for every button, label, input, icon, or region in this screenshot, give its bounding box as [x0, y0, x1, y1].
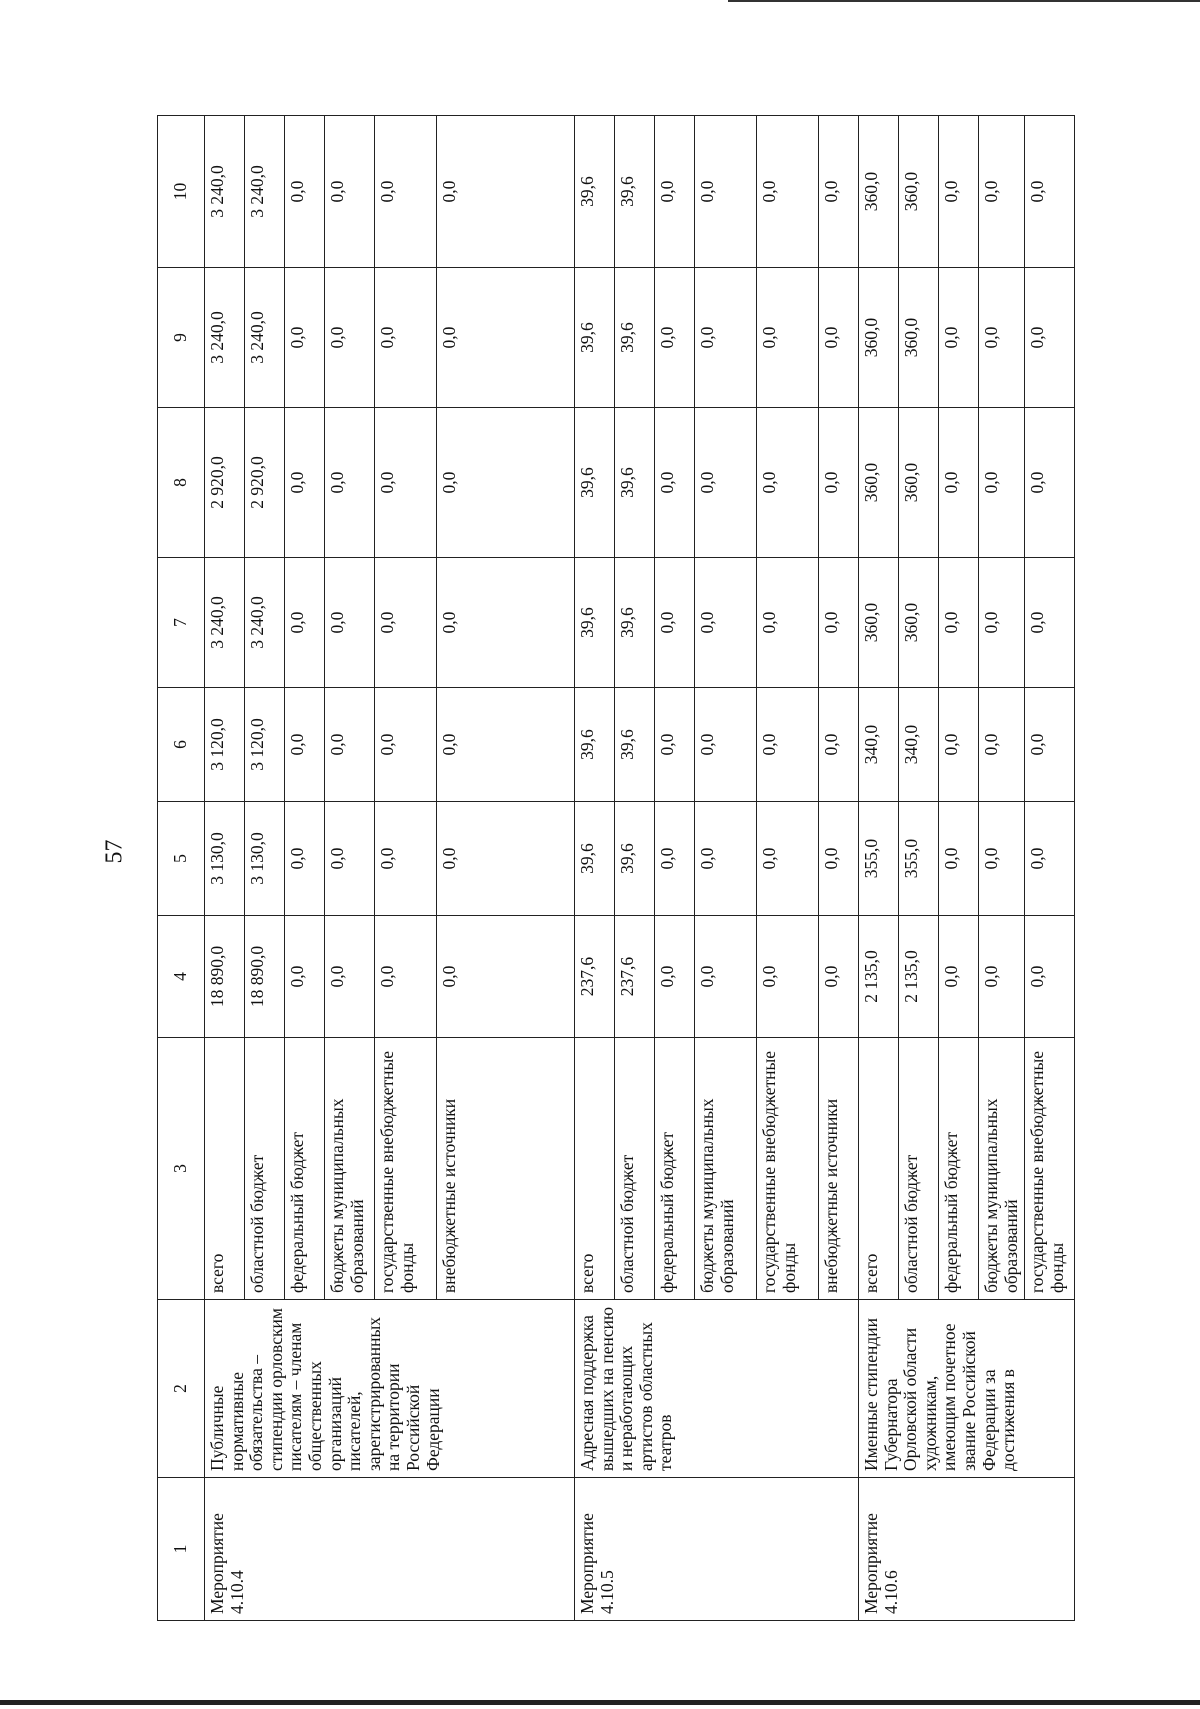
amount-cell: 3 240,0 [245, 116, 285, 268]
amount-cell: 360,0 [859, 116, 899, 268]
amount-cell: 0,0 [819, 268, 859, 408]
amount-cell: 340,0 [859, 688, 899, 802]
amount-cell: 0,0 [939, 408, 979, 558]
amount-cell: 0,0 [655, 408, 695, 558]
amount-cell: 2 135,0 [859, 916, 899, 1038]
amount-cell: 0,0 [325, 268, 375, 408]
amount-cell: 0,0 [939, 558, 979, 688]
measure-description: Публичные нормативные обязательства – стипендии орловским писателям – членам общественных организаций писателей, зарегистрированных на территории Российской Федерации [205, 1300, 575, 1478]
amount-cell: 0,0 [757, 688, 819, 802]
amount-cell: 0,0 [695, 688, 757, 802]
amount-cell: 0,0 [757, 802, 819, 916]
funding-source: государственные внебюджетные фонды [757, 1038, 819, 1300]
funding-source: федеральный бюджет [939, 1038, 979, 1300]
amount-cell: 0,0 [437, 558, 575, 688]
amount-cell: 0,0 [979, 802, 1025, 916]
amount-cell: 0,0 [695, 916, 757, 1038]
amount-cell: 0,0 [375, 558, 437, 688]
col-header: 4 [158, 916, 205, 1038]
amount-cell: 0,0 [695, 802, 757, 916]
amount-cell: 0,0 [285, 558, 325, 688]
amount-cell: 0,0 [285, 116, 325, 268]
amount-cell: 18 890,0 [205, 916, 245, 1038]
amount-cell: 237,6 [575, 916, 615, 1038]
amount-cell: 0,0 [979, 688, 1025, 802]
amount-cell: 18 890,0 [245, 916, 285, 1038]
col-header: 1 [158, 1478, 205, 1621]
amount-cell: 0,0 [1025, 916, 1075, 1038]
amount-cell: 0,0 [757, 916, 819, 1038]
amount-cell: 0,0 [757, 116, 819, 268]
funding-source: областной бюджет [615, 1038, 655, 1300]
col-header: 7 [158, 558, 205, 688]
amount-cell: 0,0 [939, 268, 979, 408]
amount-cell: 0,0 [757, 268, 819, 408]
table-row [575, 116, 615, 1621]
amount-cell: 3 130,0 [205, 802, 245, 916]
amount-cell: 0,0 [1025, 802, 1075, 916]
amount-cell: 360,0 [899, 408, 939, 558]
amount-cell: 0,0 [375, 116, 437, 268]
amount-cell: 340,0 [899, 688, 939, 802]
amount-cell: 0,0 [375, 802, 437, 916]
measure-description: Именные стипендии Губернатора Орловской области художникам, имеющим почетное звание Российской Федерации за достижения в [859, 1300, 1075, 1478]
amount-cell: 0,0 [1025, 116, 1075, 268]
amount-cell: 2 135,0 [899, 916, 939, 1038]
rotated-table-wrapper [157, 116, 1067, 1621]
amount-cell: 39,6 [575, 116, 615, 268]
amount-cell: 0,0 [325, 408, 375, 558]
amount-cell: 0,0 [655, 558, 695, 688]
amount-cell: 0,0 [375, 268, 437, 408]
amount-cell: 355,0 [859, 802, 899, 916]
amount-cell: 0,0 [979, 116, 1025, 268]
funding-source: бюджеты муниципальных образований [695, 1038, 757, 1300]
amount-cell: 39,6 [615, 408, 655, 558]
amount-cell: 0,0 [695, 268, 757, 408]
funding-source: государственные внебюджетные фонды [1025, 1038, 1075, 1300]
amount-cell: 360,0 [899, 268, 939, 408]
col-header: 6 [158, 688, 205, 802]
amount-cell: 0,0 [939, 116, 979, 268]
amount-cell: 39,6 [575, 688, 615, 802]
amount-cell: 0,0 [1025, 688, 1075, 802]
scan-edge-line-bottom [0, 1700, 1200, 1705]
amount-cell: 39,6 [615, 558, 655, 688]
funding-source: федеральный бюджет [285, 1038, 325, 1300]
funding-source: федеральный бюджет [655, 1038, 695, 1300]
amount-cell: 3 120,0 [245, 688, 285, 802]
amount-cell: 2 920,0 [245, 408, 285, 558]
col-header: 3 [158, 1038, 205, 1300]
amount-cell: 0,0 [655, 116, 695, 268]
funding-source: всего [575, 1038, 615, 1300]
amount-cell: 3 120,0 [205, 688, 245, 802]
amount-cell: 0,0 [819, 116, 859, 268]
amount-cell: 39,6 [615, 116, 655, 268]
funding-source: областной бюджет [899, 1038, 939, 1300]
amount-cell: 0,0 [757, 558, 819, 688]
amount-cell: 237,6 [615, 916, 655, 1038]
amount-cell: 0,0 [437, 116, 575, 268]
amount-cell: 360,0 [859, 408, 899, 558]
table-body [205, 116, 1075, 1621]
measure-id: Мероприятие 4.10.6 [859, 1478, 1075, 1621]
amount-cell: 39,6 [615, 268, 655, 408]
funding-source: областной бюджет [245, 1038, 285, 1300]
amount-cell: 0,0 [437, 408, 575, 558]
amount-cell: 0,0 [325, 116, 375, 268]
amount-cell: 0,0 [375, 688, 437, 802]
amount-cell: 0,0 [375, 916, 437, 1038]
amount-cell: 360,0 [859, 268, 899, 408]
measure-id: Мероприятие 4.10.5 [575, 1478, 859, 1621]
amount-cell: 0,0 [1025, 268, 1075, 408]
col-header: 5 [158, 802, 205, 916]
amount-cell: 0,0 [437, 268, 575, 408]
amount-cell: 0,0 [285, 916, 325, 1038]
amount-cell: 39,6 [615, 688, 655, 802]
amount-cell: 0,0 [375, 408, 437, 558]
table-row [859, 116, 899, 1621]
amount-cell: 0,0 [285, 268, 325, 408]
amount-cell: 0,0 [819, 558, 859, 688]
amount-cell: 0,0 [655, 688, 695, 802]
amount-cell: 39,6 [575, 802, 615, 916]
funding-source: внебюджетные источники [819, 1038, 859, 1300]
amount-cell: 360,0 [899, 116, 939, 268]
amount-cell: 0,0 [655, 268, 695, 408]
funding-source: всего [859, 1038, 899, 1300]
amount-cell: 3 240,0 [205, 116, 245, 268]
amount-cell: 0,0 [819, 408, 859, 558]
measure-id: Мероприятие 4.10.4 [205, 1478, 575, 1621]
amount-cell: 39,6 [575, 408, 615, 558]
col-header: 10 [158, 116, 205, 268]
amount-cell: 0,0 [819, 916, 859, 1038]
amount-cell: 39,6 [575, 558, 615, 688]
amount-cell: 0,0 [819, 688, 859, 802]
amount-cell: 0,0 [939, 802, 979, 916]
amount-cell: 0,0 [285, 408, 325, 558]
amount-cell: 0,0 [979, 558, 1025, 688]
funding-source: бюджеты муниципальных образований [979, 1038, 1025, 1300]
amount-cell: 0,0 [695, 116, 757, 268]
amount-cell: 0,0 [437, 688, 575, 802]
amount-cell: 3 240,0 [205, 268, 245, 408]
col-header: 2 [158, 1300, 205, 1478]
amount-cell: 0,0 [979, 408, 1025, 558]
amount-cell: 0,0 [939, 916, 979, 1038]
scan-edge-line-top [728, 0, 1200, 2]
amount-cell: 0,0 [655, 916, 695, 1038]
amount-cell: 2 920,0 [205, 408, 245, 558]
amount-cell: 0,0 [437, 802, 575, 916]
funding-source: всего [205, 1038, 245, 1300]
header-row [158, 116, 205, 1621]
amount-cell: 0,0 [325, 688, 375, 802]
amount-cell: 0,0 [325, 558, 375, 688]
measure-description: Адресная поддержка вышедших на пенсию и неработающих артистов областных театров [575, 1300, 859, 1478]
amount-cell: 0,0 [1025, 408, 1075, 558]
amount-cell: 0,0 [979, 916, 1025, 1038]
amount-cell: 0,0 [695, 408, 757, 558]
amount-cell: 3 130,0 [245, 802, 285, 916]
amount-cell: 0,0 [757, 408, 819, 558]
col-header: 8 [158, 408, 205, 558]
funding-source: государственные внебюджетные фонды [375, 1038, 437, 1300]
amount-cell: 0,0 [939, 688, 979, 802]
amount-cell: 0,0 [325, 802, 375, 916]
amount-cell: 360,0 [859, 558, 899, 688]
amount-cell: 39,6 [615, 802, 655, 916]
amount-cell: 0,0 [655, 802, 695, 916]
amount-cell: 355,0 [899, 802, 939, 916]
amount-cell: 0,0 [285, 802, 325, 916]
funding-source: внебюджетные источники [437, 1038, 575, 1300]
funding-source: бюджеты муниципальных образований [325, 1038, 375, 1300]
col-header: 9 [158, 268, 205, 408]
amount-cell: 0,0 [695, 558, 757, 688]
amount-cell: 0,0 [819, 802, 859, 916]
table-row [205, 116, 245, 1621]
amount-cell: 0,0 [285, 688, 325, 802]
amount-cell: 3 240,0 [245, 558, 285, 688]
amount-cell: 3 240,0 [205, 558, 245, 688]
amount-cell: 0,0 [1025, 558, 1075, 688]
amount-cell: 39,6 [575, 268, 615, 408]
amount-cell: 360,0 [899, 558, 939, 688]
amount-cell: 3 240,0 [245, 268, 285, 408]
page-number: 57 [101, 839, 128, 864]
amount-cell: 0,0 [979, 268, 1025, 408]
amount-cell: 0,0 [437, 916, 575, 1038]
funding-table [157, 115, 1075, 1621]
amount-cell: 0,0 [325, 916, 375, 1038]
